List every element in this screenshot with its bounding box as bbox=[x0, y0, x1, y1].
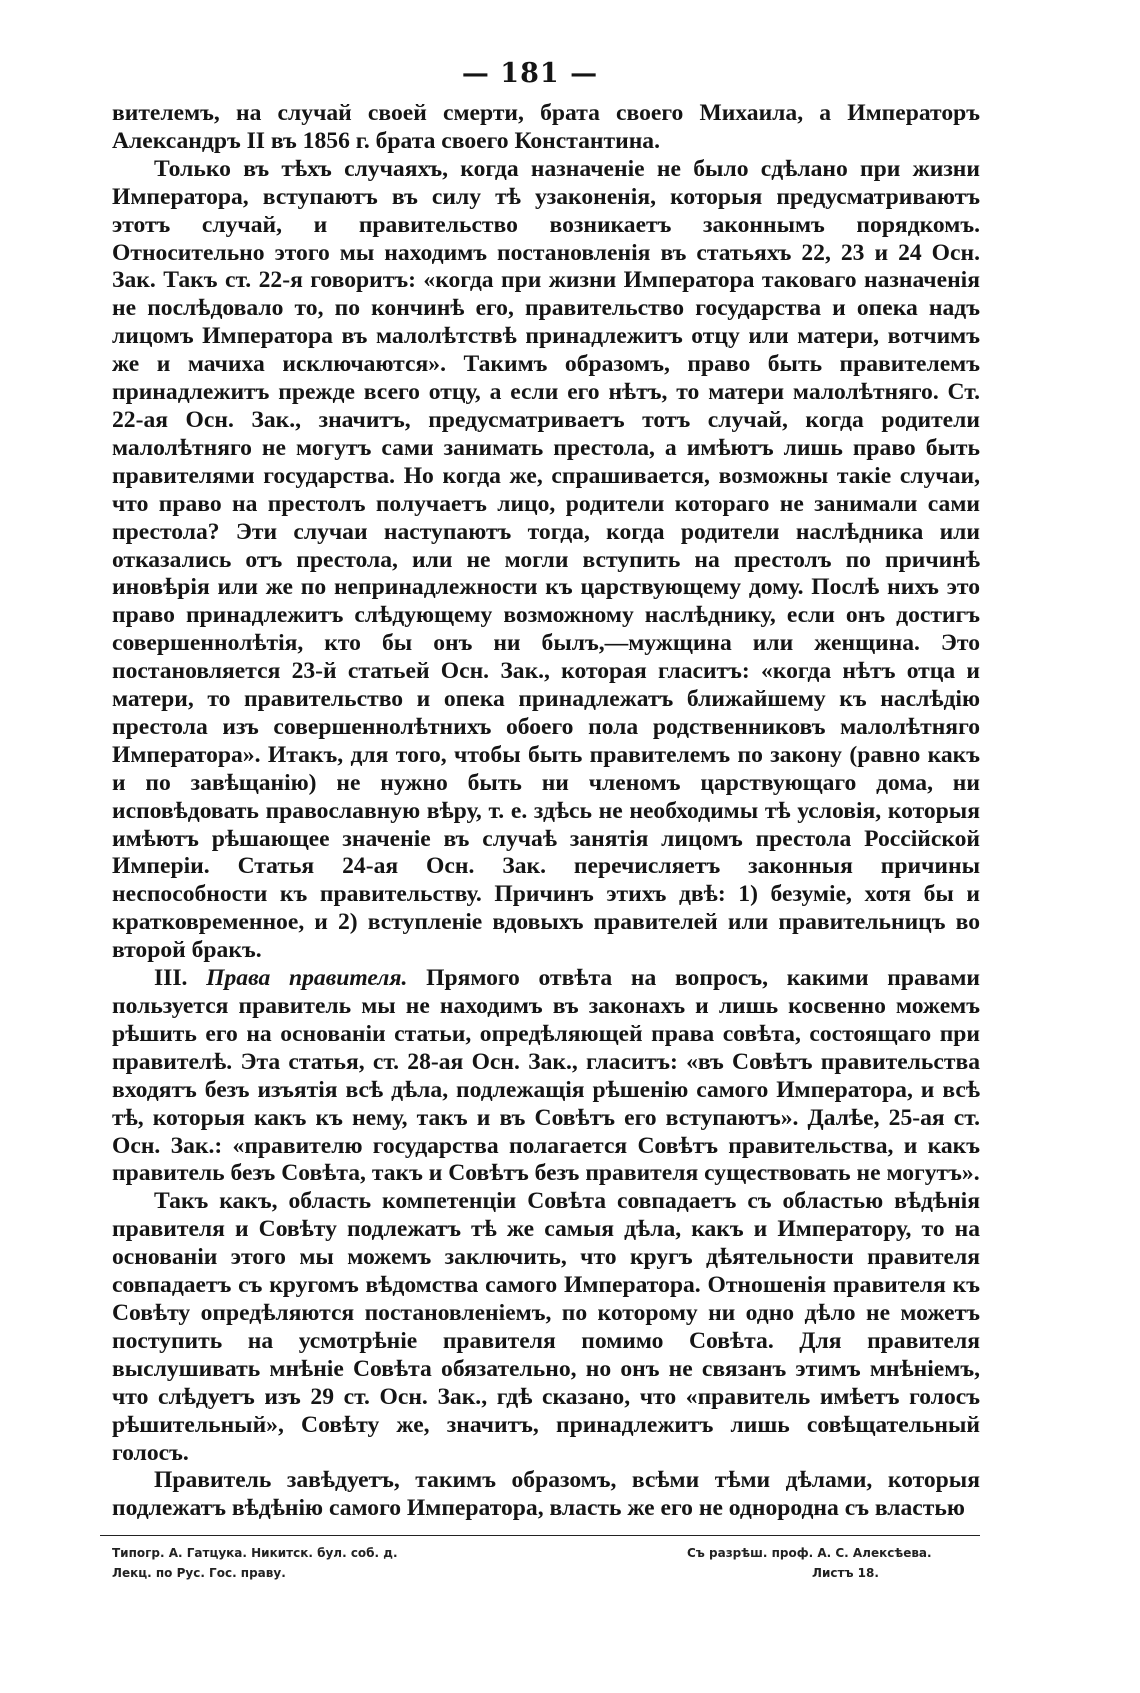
section-heading: Права правителя. bbox=[206, 965, 408, 992]
paragraph-continuation: вителемъ, на случай своей смерти, брата своего Михаила, а Императоръ Александръ II въ 1856 г. брата своего Константина. bbox=[112, 100, 980, 154]
paragraph-council-competence: Такъ какъ, область компетенціи Совѣта совпадаетъ съ областью вѣдѣнія правителя и Совѣту подлежатъ тѣ же самыя дѣла, какъ и Императору, то на основаніи этого мы можемъ заключить, что кругъ дѣятельности правителя совпадаетъ съ кругомъ вѣдомства самого Императора. Отношенія правителя къ Совѣту опредѣляются постановленіемъ, по которому ни одно дѣло не можетъ поступить на усмотрѣніе правителя помимо Совѣта. Для правителя выслушивать мнѣніе Совѣта обязательно, но онъ не связанъ этимъ мнѣніемъ, что слѣдуетъ изъ 29 ст. Осн. Зак., гдѣ сказано, что «правитель имѣетъ голосъ рѣшительный», Совѣту же, значитъ, принадлежитъ лишь совѣщательный голосъ. bbox=[112, 1188, 980, 1466]
body-text bbox=[112, 100, 980, 1523]
paragraph-regent-authority: Правитель завѣдуетъ, такимъ образомъ, всѣми тѣми дѣлами, которыя подлежатъ вѣдѣнію самого Императора, власть же его не однородна съ властью bbox=[112, 1467, 980, 1522]
footer-printer: Типогр. А. Гатцука. Никитск. бул. соб. д. bbox=[112, 1546, 398, 1560]
paragraph-succession-law: Только въ тѣхъ случаяхъ, когда назначеніе не было сдѣлано при жизни Императора, вступаютъ въ силу тѣ узаконенія, которыя предусматриваютъ этотъ случай, и правительство возникаетъ законнымъ порядкомъ. Относительно этого мы находимъ постановленія въ статьяхъ 22, 23 и 24 Осн. Зак. Такъ ст. 22-я говоритъ: «когда при жизни Императора таковаго назначенія не послѣдовало то, по кончинѣ его, правительство государства и опека надъ лицомъ Императора въ малолѣтствѣ принадлежитъ отцу или матери, вотчимъ же и мачиха исключаются». Такимъ образомъ, право быть правителемъ принадлежитъ прежде всего отцу, а если его нѣтъ, то матери малолѣтняго. Ст. 22-ая Осн. Зак., значитъ, предусматриваетъ тотъ случай, когда родители малолѣтняго не могутъ сами занимать престола, а имѣютъ лишь право быть правителями государства. Но когда же, спрашивается, возможны такіе случаи, что право на престолъ получаетъ лицо, родители котораго не занимали сами престола? Эти случаи наступаютъ тогда, когда родители наслѣдника или отказались отъ престола, или не могли вступить на престолъ по причинѣ иновѣрія или же по непринадлежности къ царствующему дому. Послѣ нихъ это право принадлежитъ слѣдующему возможному наслѣднику, если онъ достигъ совершеннолѣтія, кто бы онъ ни былъ,—мужщина или женщина. Это постановляется 23-й статьей Осн. Зак., которая гласитъ: «когда нѣтъ отца и матери, то правительство и опека принадлежатъ ближайшему къ наслѣдію престола изъ совершеннолѣтнихъ обоего пола родственниковъ малолѣтняго Императора». Итакъ, для того, чтобы быть правителемъ по закону (равно какъ и по завѣщанію) не нужно быть ни членомъ царствующаго дома, ни исповѣдовать православную вѣру, т. е. здѣсь не необходимы тѣ условія, которыя имѣютъ рѣшающее значеніе въ случаѣ занятія лицомъ престола Россійской Имперіи. Статья 24-ая Осн. Зак. перечисляетъ законныя причины неспособности къ правительству. Причинъ этихъ двѣ: 1) безуміе, хотя бы и кратковременное, и 2) вступленіе вдовыхъ правителей или правительницъ во второй бракъ. bbox=[112, 155, 980, 964]
footer-divider bbox=[100, 1535, 980, 1536]
footer-lectures: Лекц. по Рус. Гос. праву. bbox=[112, 1566, 286, 1580]
footer-sheet: Листъ 18. bbox=[812, 1566, 879, 1580]
page-number: — 181 — bbox=[461, 58, 599, 89]
section-text: Прямого отвѣта на вопросъ, какими правами пользуется правитель мы не находимъ въ законахъ и лишь косвенно можемъ рѣшить его на основаніи статьи, опредѣляющей права совѣта, состоящаго при правителѣ. Эта статья, ст. 28-ая Осн. Зак., гласитъ: «въ Совѣтъ правительства входятъ безъ изъятія всѣ дѣла, подлежащія рѣшенію самого Императора, и всѣ тѣ, которыя какъ къ нему, такъ и въ Совѣтъ его вступаютъ». Далѣе, 25-ая ст. Осн. Зак.: «правителю государства полагается Совѣтъ правительства, и какъ правитель безъ Совѣта, такъ и Совѣтъ безъ правителя существовать не могутъ». bbox=[112, 965, 980, 1187]
section-number: III. bbox=[154, 965, 188, 992]
paragraph-section-3 bbox=[112, 965, 980, 1188]
footer-permission: Съ разрѣш. проф. А. С. Алексѣева. bbox=[687, 1546, 932, 1560]
